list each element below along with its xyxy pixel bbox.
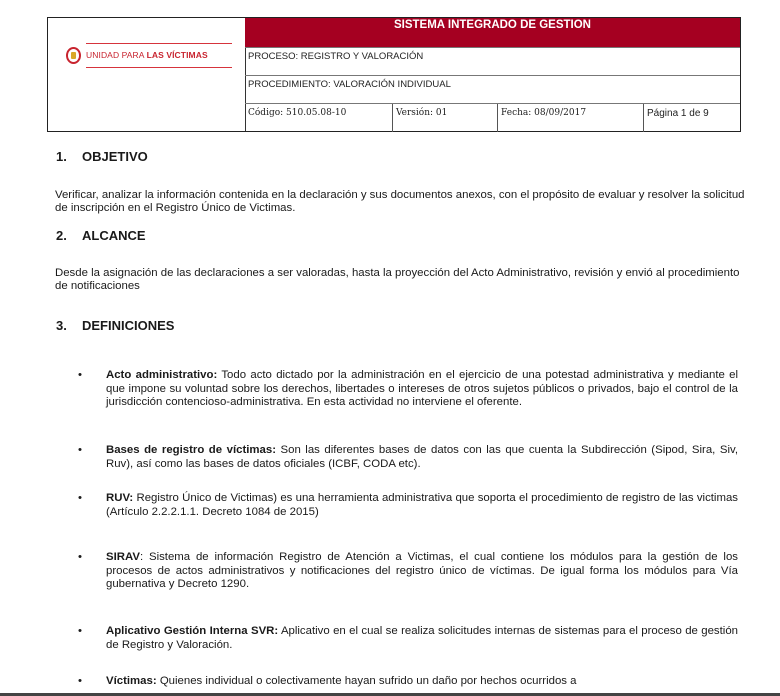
section-number: 3. — [56, 318, 67, 333]
logo-cell — [48, 18, 246, 131]
procedure-row: PROCEDIMIENTO: VALORACIÓN INDIVIDUAL — [245, 75, 740, 103]
definition-term: Aplicativo Gestión Interna SVR: — [106, 625, 279, 637]
definition-text: Son las diferentes bases de datos con las que cuenta la Subdirección (Sipod, Sira, Siv, Ruv), así como las bases de datos oficiales (ICBF, CODA etc). — [106, 444, 738, 470]
section-body-objetivo: Verificar, analizar la información contenida en la declaración y sus documentos anexos, con el propósito de evaluar y resolver la solicitud de inscripción en el Registro Único de Victimas. — [55, 189, 745, 214]
definition-text: Todo acto dictado por la administración en el ejercicio de una potestad administrativa y mediante el que impone su voluntad sobre los derechos, libertades o intereses de otros sujetos públicos o privados, bajo el control de la jurisdicción contencioso-administrativa. En esta actividad no interviene el oferente. — [106, 369, 738, 408]
section-body-alcance: Desde la asignación de las declaraciones a ser valoradas, hasta la proyección del Acto Administrativo, revisión y envió al procedimiento de notificaciones — [55, 267, 740, 292]
logo-prefix: UNIDAD PARA — [86, 50, 147, 60]
bullet-icon: • — [78, 675, 82, 687]
definition-term: Acto administrativo: — [106, 369, 218, 381]
definition-text: Quienes individual o colectivamente hayan sufrido un daño por hechos ocurridos a — [156, 675, 577, 687]
definition-item — [78, 369, 738, 410]
section-heading-definiciones — [56, 318, 174, 333]
logo — [86, 50, 208, 60]
meta-row — [245, 103, 740, 131]
section-title: OBJETIVO — [82, 149, 148, 164]
logo-bold: LAS VÍCTIMAS — [146, 50, 208, 60]
version-cell: Versión: 01 — [393, 104, 498, 132]
definition-term: Víctimas: — [106, 675, 157, 687]
code-cell: Código: 510.05.08-10 — [245, 104, 393, 132]
definition-item — [78, 492, 738, 519]
section-title: ALCANCE — [82, 228, 146, 243]
section-heading-alcance — [56, 228, 146, 243]
document-header-table — [47, 17, 741, 132]
page-cell: Página 1 de 9 — [647, 108, 709, 119]
system-title: SISTEMA INTEGRADO DE GESTION — [245, 18, 740, 47]
definition-item — [78, 551, 738, 592]
definition-term: RUV: — [106, 492, 134, 504]
section-number: 2. — [56, 228, 67, 243]
definition-item — [78, 625, 738, 652]
definition-item — [78, 444, 738, 471]
definition-term: Bases de registro de víctimas: — [106, 444, 276, 456]
colombia-seal-icon — [66, 47, 81, 64]
bullet-icon: • — [78, 551, 82, 563]
section-number: 1. — [56, 149, 67, 164]
definition-text: Registro Único de Victimas) es una herramienta administrativa que soporta el procedimiento de registro de las victimas (Artículo 2.2.2.1.1. Decreto 1084 de 2015) — [106, 492, 738, 518]
bullet-icon: • — [78, 625, 82, 637]
bullet-icon: • — [78, 369, 82, 381]
section-heading-objetivo — [56, 149, 148, 164]
date-cell: Fecha: 08/09/2017 — [498, 104, 644, 132]
definition-text: Aplicativo en el cual se realiza solicitudes internas de sistemas para el proceso de gestión de Registro y Valoración. — [106, 625, 738, 651]
process-row: PROCESO: REGISTRO Y VALORACIÓN — [245, 47, 740, 75]
definition-text: : Sistema de información Registro de Atención a Victimas, el cual contiene los módulos para la gestión de los procesos de actos administrativos y notificaciones del registro único de víctimas. De igual forma los módulos para Vía gubernativa y Decreto 1290. — [106, 551, 738, 590]
section-title: DEFINICIONES — [82, 318, 175, 333]
bullet-icon: • — [78, 492, 82, 504]
bullet-icon: • — [78, 444, 82, 456]
logo-divider-top — [86, 43, 232, 44]
definition-term: SIRAV — [106, 551, 140, 563]
logo-divider-bottom — [86, 67, 232, 68]
definition-item — [78, 675, 738, 689]
